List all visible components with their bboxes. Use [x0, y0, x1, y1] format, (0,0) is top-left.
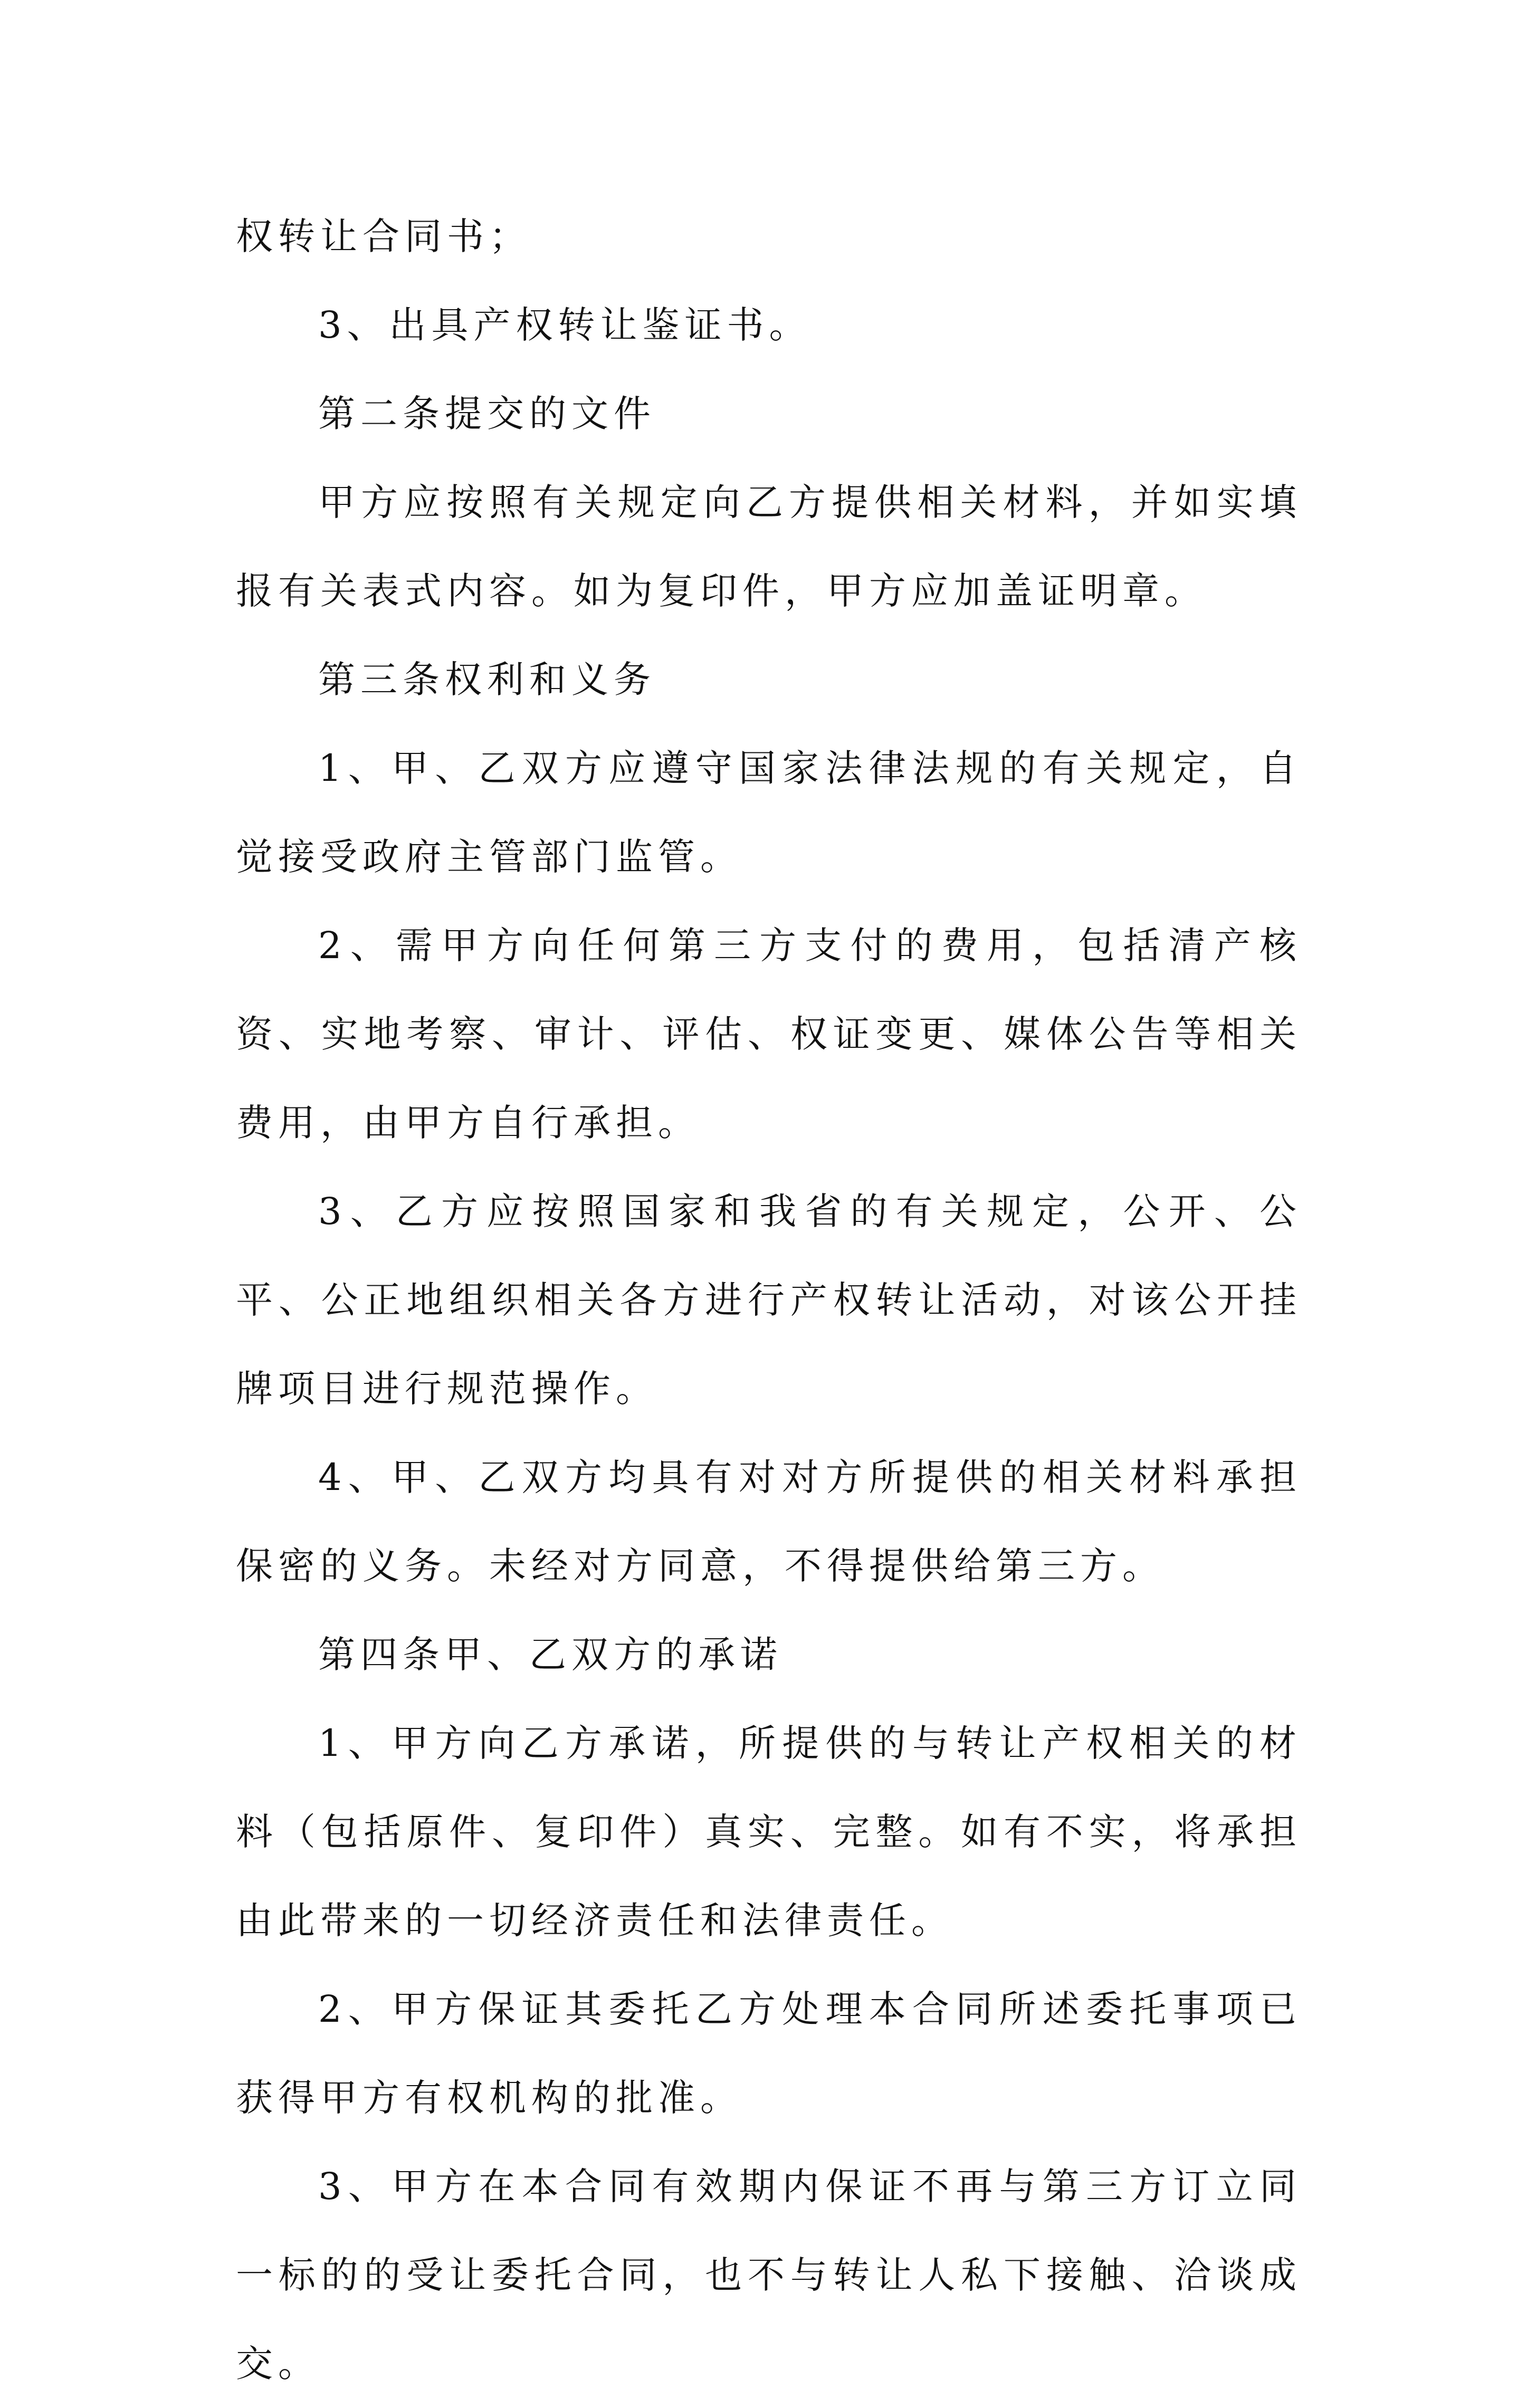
paragraph-continuation: 权转让合同书； [236, 215, 531, 258]
article-4-item-2: 2、甲方保证其委托乙方处理本合同所述委托事项已获得甲方有权机构的批准。 [236, 1987, 1302, 2119]
article-2-body: 甲方应按照有关规定向乙方提供相关材料，并如实填报有关表式内容。如为复印件，甲方应加盖证明章。 [236, 481, 1302, 613]
article-3-item-4: 4、甲、乙双方均具有对对方所提供的相关材料承担保密的义务。未经对方同意，不得提供给第三方。 [236, 1456, 1302, 1588]
document-body [236, 192, 1302, 2408]
article-3-item-3: 3、乙方应按照国家和我省的有关规定，公开、公平、公正地组织相关各方进行产权转让活动，对该公开挂牌项目进行规范操作。 [236, 1190, 1302, 1410]
article-3-item-2: 2、需甲方向任何第三方支付的费用，包括清产核资、实地考察、审计、评估、权证变更、媒体公告等相关费用，由甲方自行承担。 [236, 924, 1302, 1144]
article-4-heading: 第四条甲、乙双方的承诺 [318, 1633, 782, 1676]
article-4-item-1: 1、甲方向乙方承诺，所提供的与转让产权相关的材料（包括原件、复印件）真实、完整。如有不实，将承担由此带来的一切经济责任和法律责任。 [236, 1722, 1302, 1942]
list-item-issue-certificate: 3、出具产权转让鉴证书。 [318, 303, 812, 347]
article-4-item-3: 3、甲方在本合同有效期内保证不再与第三方订立同一标的的受让委托合同，也不与转让人私下接触、洽谈成交。 [236, 2165, 1302, 2385]
article-2-heading: 第二条提交的文件 [318, 392, 656, 435]
article-3-item-1: 1、甲、乙双方应遵守国家法律法规的有关规定，自觉接受政府主管部门监管。 [236, 747, 1302, 878]
article-3-heading: 第三条权利和义务 [318, 658, 656, 701]
